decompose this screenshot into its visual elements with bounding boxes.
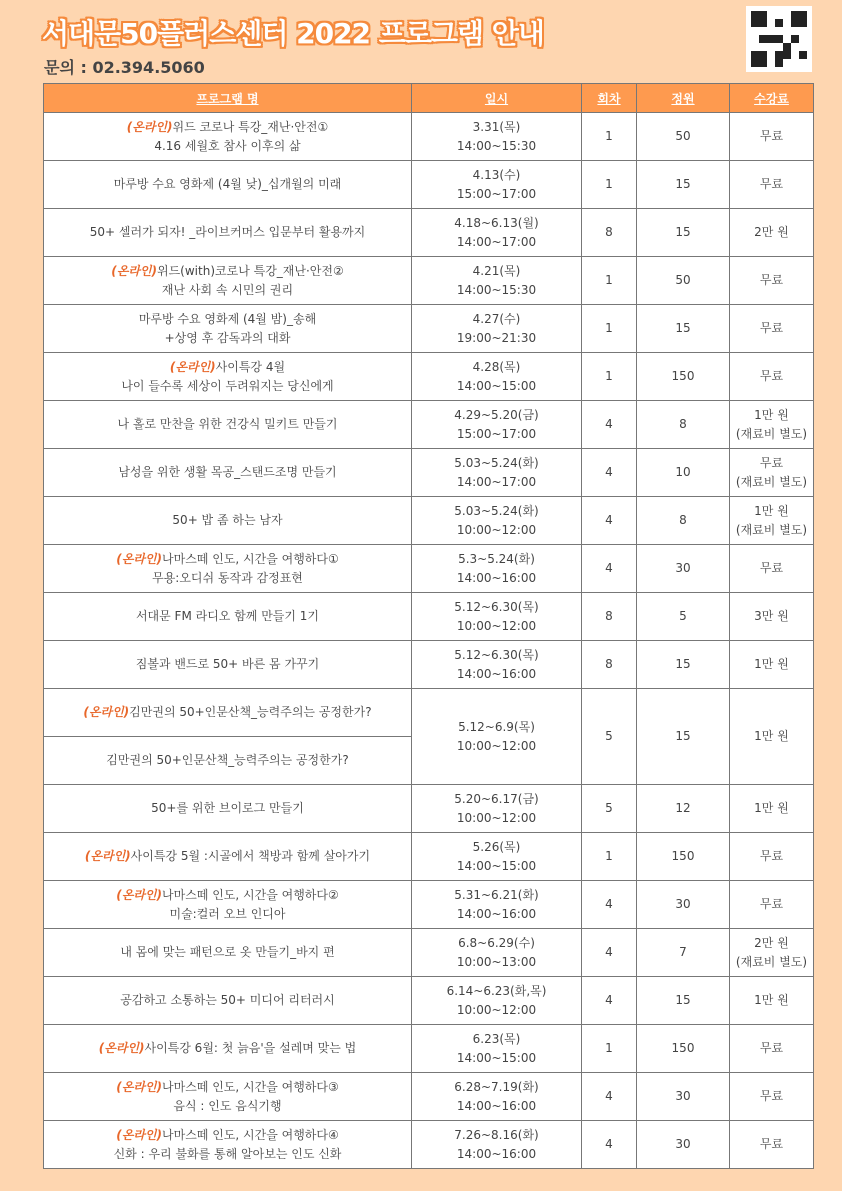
fee-cell <box>730 545 814 593</box>
table-row <box>44 545 814 593</box>
qr-code-icon[interactable] <box>746 6 812 72</box>
program-name-cell <box>44 113 412 161</box>
program-subtitle: +상영 후 감독과의 대화 <box>164 330 291 345</box>
fee-cell <box>730 689 814 785</box>
sessions-cell <box>582 113 637 161</box>
sessions: 1 <box>605 849 613 863</box>
program-title: 짐볼과 밴드로 50+ 바른 몸 가꾸기 <box>135 657 320 671</box>
capacity: 15 <box>675 177 691 191</box>
fee: 1만 원 <box>754 801 789 815</box>
capacity: 12 <box>675 801 691 815</box>
program-title: 사이특강 4월 <box>215 359 286 374</box>
table-row <box>44 1025 814 1073</box>
program-title: 나마스떼 인도, 시간을 여행하다② <box>162 887 339 902</box>
table-row <box>44 929 814 977</box>
fee: 무료 <box>759 455 784 470</box>
schedule-cell <box>412 785 582 833</box>
schedule-cell <box>412 209 582 257</box>
program-title: 나 홀로 만찬을 위한 건강식 밀키트 만들기 <box>117 417 338 431</box>
fee-cell <box>730 305 814 353</box>
schedule-cell <box>412 881 582 929</box>
fee: 무료 <box>759 1137 784 1151</box>
fee: 2만 원 <box>754 935 789 950</box>
capacity: 15 <box>675 993 691 1007</box>
date: 6.14~6.23(화,목) <box>446 983 547 998</box>
fee: 무료 <box>759 849 784 863</box>
schedule-cell <box>412 1073 582 1121</box>
schedule-cell <box>412 641 582 689</box>
program-title: 위드 코로나 특강_재난·안전① <box>172 119 329 134</box>
capacity: 150 <box>671 369 695 383</box>
program-subtitle: 4.16 세월호 참사 이후의 삶 <box>154 138 301 153</box>
time: 10:00~12:00 <box>456 618 537 633</box>
capacity: 150 <box>671 849 695 863</box>
date: 4.27(수) <box>472 311 521 326</box>
capacity: 30 <box>675 897 691 911</box>
capacity-cell <box>637 833 730 881</box>
sessions-cell <box>582 1121 637 1169</box>
fee-cell <box>730 1073 814 1121</box>
col-header-schedule: 일시 <box>412 84 582 113</box>
program-subtitle: 신화 : 우리 불화를 통해 알아보는 인도 신화 <box>113 1146 342 1161</box>
fee: 1만 원 <box>754 503 789 518</box>
sessions-cell <box>582 1073 637 1121</box>
col-header-program: 프로그램 명 <box>44 84 412 113</box>
time: 10:00~12:00 <box>456 1002 537 1017</box>
sessions-cell <box>582 689 637 785</box>
capacity-cell <box>637 113 730 161</box>
sessions: 4 <box>605 993 613 1007</box>
schedule-cell <box>412 113 582 161</box>
program-name-cell <box>44 1073 412 1121</box>
fee-cell <box>730 401 814 449</box>
fee: 1만 원 <box>754 657 789 671</box>
program-name-cell <box>44 449 412 497</box>
date: 4.28(목) <box>472 359 521 374</box>
date: 4.18~6.13(월) <box>454 215 539 230</box>
time: 14:00~16:00 <box>456 906 537 921</box>
table-row <box>44 785 814 833</box>
fee-cell <box>730 209 814 257</box>
capacity: 30 <box>675 561 691 575</box>
table-row <box>44 1073 814 1121</box>
online-tag: (온라인) <box>116 887 163 902</box>
sessions-cell <box>582 257 637 305</box>
program-title: 나마스떼 인도, 시간을 여행하다④ <box>162 1127 339 1142</box>
sessions: 1 <box>605 1041 613 1055</box>
program-name-cell <box>44 929 412 977</box>
time: 14:00~16:00 <box>456 666 537 681</box>
sessions: 8 <box>605 225 613 239</box>
table-row <box>44 641 814 689</box>
program-subtitle: 무용:오디쉬 동작과 감정표현 <box>152 570 303 585</box>
capacity: 7 <box>679 945 687 959</box>
fee-cell <box>730 785 814 833</box>
capacity-cell <box>637 881 730 929</box>
schedule-cell <box>412 1121 582 1169</box>
table-row <box>44 305 814 353</box>
date: 5.26(목) <box>472 839 521 854</box>
schedule-cell <box>412 257 582 305</box>
capacity-cell <box>637 161 730 209</box>
time: 14:00~17:00 <box>456 234 537 249</box>
program-title: 마루방 수요 영화제 (4월 낮)_십개월의 미래 <box>113 177 342 191</box>
fee: 무료 <box>759 1041 784 1055</box>
program-title: 위드(with)코로나 특강_재난·안전② <box>157 263 344 278</box>
schedule-cell <box>412 689 582 785</box>
program-title: 김만권의 50+인문산책_능력주의는 공정한가? <box>106 753 349 767</box>
date: 4.29~5.20(금) <box>454 407 539 422</box>
date: 5.12~6.30(목) <box>454 599 539 614</box>
online-tag: (온라인) <box>169 359 216 374</box>
sessions-cell <box>582 1025 637 1073</box>
capacity: 50 <box>675 129 691 143</box>
program-name-cell <box>44 641 412 689</box>
fee: 3만 원 <box>754 609 789 623</box>
capacity-cell <box>637 257 730 305</box>
program-name-cell <box>44 353 412 401</box>
date: 5.03~5.24(화) <box>454 503 539 518</box>
time: 15:00~17:00 <box>456 186 537 201</box>
sessions: 4 <box>605 561 613 575</box>
online-tag: (온라인) <box>126 119 173 134</box>
fee-cell <box>730 1025 814 1073</box>
table-row <box>44 977 814 1025</box>
capacity: 15 <box>675 225 691 239</box>
time: 19:00~21:30 <box>456 330 537 345</box>
date: 5.20~6.17(금) <box>454 791 539 806</box>
program-name-cell <box>44 593 412 641</box>
program-name-cell <box>44 1025 412 1073</box>
date: 5.12~6.9(목) <box>458 719 535 734</box>
online-tag: (온라인) <box>83 705 130 719</box>
fee: 무료 <box>759 273 784 287</box>
capacity: 10 <box>675 465 691 479</box>
program-title: 50+를 위한 브이로그 만들기 <box>151 801 304 815</box>
program-name-cell <box>44 257 412 305</box>
capacity-cell <box>637 641 730 689</box>
time: 14:00~16:00 <box>456 1098 537 1113</box>
date: 5.12~6.30(목) <box>454 647 539 662</box>
table-row <box>44 833 814 881</box>
online-tag: (온라인) <box>98 1041 145 1055</box>
sessions: 1 <box>605 369 613 383</box>
sessions-cell <box>582 353 637 401</box>
schedule-cell <box>412 593 582 641</box>
sessions-cell <box>582 497 637 545</box>
online-tag: (온라인) <box>116 551 163 566</box>
capacity-cell <box>637 449 730 497</box>
program-name-cell <box>44 833 412 881</box>
time: 14:00~15:00 <box>456 858 537 873</box>
fee: 무료 <box>759 369 784 383</box>
fee: 2만 원 <box>754 225 789 239</box>
program-title: 김만권의 50+인문산책_능력주의는 공정한가? <box>129 705 372 719</box>
program-name-cell <box>44 977 412 1025</box>
sessions-cell <box>582 977 637 1025</box>
online-tag: (온라인) <box>84 849 131 863</box>
program-title: 50+ 셀러가 되자! _라이브커머스 입문부터 활용까지 <box>89 225 366 239</box>
sessions: 4 <box>605 417 613 431</box>
table-row <box>44 113 814 161</box>
time: 10:00~12:00 <box>456 810 537 825</box>
capacity-cell <box>637 353 730 401</box>
program-name-cell <box>44 305 412 353</box>
sessions-cell <box>582 209 637 257</box>
time: 14:00~15:00 <box>456 1050 537 1065</box>
date: 5.03~5.24(화) <box>454 455 539 470</box>
table-row <box>44 401 814 449</box>
capacity-cell <box>637 785 730 833</box>
sessions-cell <box>582 881 637 929</box>
capacity: 8 <box>679 513 687 527</box>
table-row <box>44 257 814 305</box>
schedule-cell <box>412 977 582 1025</box>
fee-note: (재료비 별도) <box>735 954 808 969</box>
program-subtitle: 나이 들수록 세상이 두려워지는 당신에게 <box>121 378 334 393</box>
program-title: 사이특강 6월: 첫 늙음'을 설레며 맞는 법 <box>144 1041 357 1055</box>
capacity-cell <box>637 545 730 593</box>
fee: 1만 원 <box>754 993 789 1007</box>
program-title: 내 몸에 맞는 패턴으로 옷 만들기_바지 편 <box>120 945 335 959</box>
col-header-sessions: 회차 <box>582 84 637 113</box>
program-name-cell <box>44 785 412 833</box>
sessions-cell <box>582 785 637 833</box>
date: 4.13(수) <box>472 167 521 182</box>
fee-cell <box>730 449 814 497</box>
schedule-cell <box>412 401 582 449</box>
capacity: 30 <box>675 1089 691 1103</box>
sessions: 1 <box>605 177 613 191</box>
date: 6.23(목) <box>472 1031 521 1046</box>
program-title: 나마스떼 인도, 시간을 여행하다① <box>162 551 339 566</box>
fee-note: (재료비 별도) <box>735 522 808 537</box>
program-subtitle: 음식 : 인도 음식기행 <box>173 1098 282 1113</box>
sessions: 4 <box>605 1089 613 1103</box>
fee-cell <box>730 257 814 305</box>
program-name-cell <box>44 497 412 545</box>
fee: 1만 원 <box>754 729 789 743</box>
table-row <box>44 689 814 737</box>
fee-note: (재료비 별도) <box>735 474 808 489</box>
sessions: 4 <box>605 897 613 911</box>
program-name-cell <box>44 545 412 593</box>
sessions-cell <box>582 545 637 593</box>
capacity-cell <box>637 1025 730 1073</box>
capacity: 30 <box>675 1137 691 1151</box>
program-name-cell <box>44 1121 412 1169</box>
table-row <box>44 1121 814 1169</box>
fee-cell <box>730 161 814 209</box>
program-name-cell <box>44 881 412 929</box>
fee: 무료 <box>759 321 784 335</box>
date: 5.3~5.24(화) <box>458 551 535 566</box>
col-header-fee: 수강료 <box>730 84 814 113</box>
sessions: 4 <box>605 513 613 527</box>
fee: 무료 <box>759 897 784 911</box>
sessions: 4 <box>605 1137 613 1151</box>
table-row <box>44 497 814 545</box>
online-tag: (온라인) <box>111 263 157 278</box>
fee-cell <box>730 1121 814 1169</box>
program-name-cell <box>44 401 412 449</box>
sessions: 1 <box>605 273 613 287</box>
time: 14:00~17:00 <box>456 474 537 489</box>
capacity: 15 <box>675 657 691 671</box>
capacity-cell <box>637 1073 730 1121</box>
fee-cell <box>730 881 814 929</box>
schedule-cell <box>412 929 582 977</box>
date: 3.31(목) <box>472 119 521 134</box>
fee-cell <box>730 497 814 545</box>
schedule-cell <box>412 545 582 593</box>
fee-note: (재료비 별도) <box>735 426 808 441</box>
capacity-cell <box>637 401 730 449</box>
time: 10:00~12:00 <box>456 522 537 537</box>
schedule-cell <box>412 497 582 545</box>
program-name-cell <box>44 737 412 785</box>
fee-cell <box>730 113 814 161</box>
fee-cell <box>730 641 814 689</box>
capacity: 5 <box>679 609 687 623</box>
sessions-cell <box>582 833 637 881</box>
schedule-cell <box>412 449 582 497</box>
sessions-cell <box>582 401 637 449</box>
program-name-cell <box>44 209 412 257</box>
fee: 무료 <box>759 129 784 143</box>
fee-cell <box>730 353 814 401</box>
time: 14:00~15:00 <box>456 378 537 393</box>
schedule-cell <box>412 161 582 209</box>
table-row <box>44 449 814 497</box>
capacity: 15 <box>675 729 691 743</box>
sessions: 8 <box>605 657 613 671</box>
capacity-cell <box>637 209 730 257</box>
col-header-capacity: 정원 <box>637 84 730 113</box>
program-title: 공감하고 소통하는 50+ 미디어 리터러시 <box>120 993 335 1007</box>
date: 4.21(목) <box>472 263 521 278</box>
time: 14:00~15:30 <box>456 138 537 153</box>
sessions: 4 <box>605 465 613 479</box>
sessions-cell <box>582 161 637 209</box>
contact-phone: 문의 : 02.394.5060 <box>44 58 205 77</box>
sessions: 5 <box>605 801 613 815</box>
program-name-cell <box>44 689 412 737</box>
date: 5.31~6.21(화) <box>454 887 539 902</box>
time: 14:00~16:00 <box>456 1146 537 1161</box>
time: 14:00~15:30 <box>456 282 537 297</box>
capacity: 15 <box>675 321 691 335</box>
sessions: 8 <box>605 609 613 623</box>
time: 10:00~13:00 <box>456 954 537 969</box>
sessions: 1 <box>605 129 613 143</box>
fee: 무료 <box>759 1089 784 1103</box>
schedule-cell <box>412 1025 582 1073</box>
sessions-cell <box>582 929 637 977</box>
program-subtitle: 미술:컬러 오브 인디아 <box>169 906 286 921</box>
sessions-cell <box>582 305 637 353</box>
capacity-cell <box>637 689 730 785</box>
capacity: 50 <box>675 273 691 287</box>
time: 15:00~17:00 <box>456 426 537 441</box>
online-tag: (온라인) <box>116 1127 163 1142</box>
capacity-cell <box>637 1121 730 1169</box>
schedule-cell <box>412 833 582 881</box>
table-row <box>44 353 814 401</box>
program-title: 나마스떼 인도, 시간을 여행하다③ <box>162 1079 339 1094</box>
date: 6.8~6.29(수) <box>458 935 535 950</box>
program-title: 사이특강 5월 :시골에서 책방과 함께 살아가기 <box>130 849 371 863</box>
fee: 무료 <box>759 177 784 191</box>
capacity-cell <box>637 929 730 977</box>
time: 14:00~16:00 <box>456 570 537 585</box>
fee: 1만 원 <box>754 407 789 422</box>
sessions: 1 <box>605 321 613 335</box>
sessions-cell <box>582 593 637 641</box>
table-row <box>44 593 814 641</box>
sessions-cell <box>582 641 637 689</box>
time: 10:00~12:00 <box>456 738 537 753</box>
fee-cell <box>730 929 814 977</box>
online-tag: (온라인) <box>116 1079 163 1094</box>
table-row <box>44 161 814 209</box>
date: 6.28~7.19(화) <box>454 1079 539 1094</box>
fee-cell <box>730 833 814 881</box>
sessions: 4 <box>605 945 613 959</box>
fee-cell <box>730 977 814 1025</box>
program-title: 50+ 밥 좀 하는 남자 <box>172 513 283 527</box>
capacity-cell <box>637 977 730 1025</box>
date: 7.26~8.16(화) <box>454 1127 539 1142</box>
capacity-cell <box>637 305 730 353</box>
capacity: 8 <box>679 417 687 431</box>
fee-cell <box>730 593 814 641</box>
program-title: 남성을 위한 생활 목공_스탠드조명 만들기 <box>118 465 337 479</box>
schedule-cell <box>412 353 582 401</box>
sessions-cell <box>582 449 637 497</box>
fee: 무료 <box>759 561 784 575</box>
capacity-cell <box>637 593 730 641</box>
program-title: 서대문 FM 라디오 함께 만들기 1기 <box>135 609 320 623</box>
program-table <box>43 83 814 1169</box>
program-title: 마루방 수요 영화제 (4월 밤)_송해 <box>138 311 317 326</box>
schedule-cell <box>412 305 582 353</box>
table-row <box>44 881 814 929</box>
capacity: 150 <box>671 1041 695 1055</box>
program-subtitle: 재난 사회 속 시민의 권리 <box>161 282 294 297</box>
program-name-cell <box>44 161 412 209</box>
capacity-cell <box>637 497 730 545</box>
page-title: 서대문50플러스센터 2022 프로그램 안내 <box>42 17 544 50</box>
table-row <box>44 209 814 257</box>
sessions: 5 <box>605 729 613 743</box>
